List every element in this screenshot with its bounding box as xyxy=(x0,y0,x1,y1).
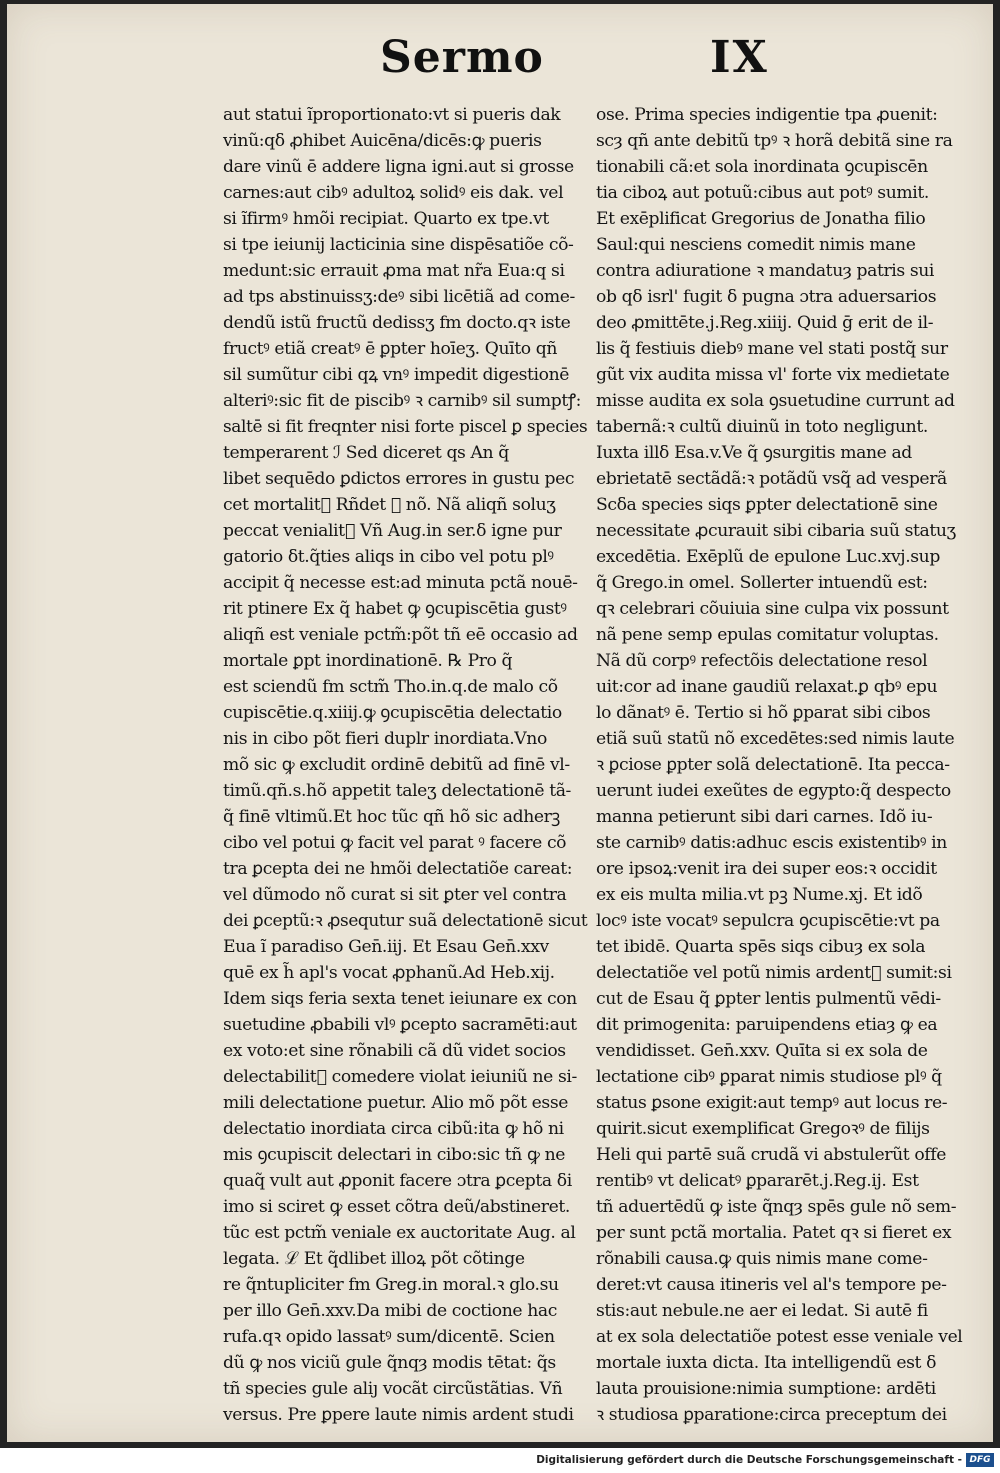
text-line: tñ species gule aliȷ vocãt circũstãtias. Vñ xyxy=(223,1379,563,1399)
text-line: quē ex h̃ apl's vocat ꝓphanũ.Ad Heb.xij. xyxy=(223,963,555,983)
text-line: ex voto:et sine rõnabili cã dũ videt socios xyxy=(223,1041,566,1061)
text-line: medunt:sic errauit ꝓma mat nr̃a Eua:q si xyxy=(223,261,565,281)
text-line: tñ aduertēdũ ꝙ iste q̃nqȝ spēs gule nõ sem- xyxy=(596,1197,957,1217)
text-line: tabernã:ꝛ cultũ diuinũ in toto negligunt. xyxy=(596,417,928,437)
text-line: dendũ istũ fructũ dedissʒ fm docto.qꝛ iste xyxy=(223,313,571,333)
text-line: Heli qui partē suã crudã vi abstulerũt offe xyxy=(596,1145,946,1165)
text-line: tra ꝑcepta dei ne hmõi delectatiõe careat: xyxy=(223,859,573,879)
text-line: vinũ:qδ ꝓhibet Auicēna/dicēs:ꝙ pueris xyxy=(223,131,542,151)
text-line: peccat venialit᷑ Vñ Aug.in ser.δ igne pur xyxy=(223,521,562,541)
text-line: Et exēplificat Gregorius de Jonatha filio xyxy=(596,209,926,229)
text-line: quirit.sicut exemplificat Gregoꝛꝰ de filijs xyxy=(596,1119,930,1139)
text-line: rõnabili causa.ꝙ quis nimis mane come- xyxy=(596,1249,928,1269)
text-line: quaq̃ vult aut ꝓponit facere ɔtra ꝑcepta δi xyxy=(223,1171,572,1191)
text-line: mis ꝯcupiscit delectari in cibo:sic tñ ꝙ ne xyxy=(223,1145,566,1165)
text-line: rentibꝰ vt delicatꝰ ꝑpararēt.j.Reg.ij. Est xyxy=(596,1171,919,1191)
text-line: saltē si fit freqnter nisi forte piscel ꝑ species xyxy=(223,417,588,437)
text-line: carnes:aut cibꝰ adultoꝝ solidꝰ eis dak. vel xyxy=(223,183,564,203)
text-line: lauta prouisione:nimia sumptione: ardēti xyxy=(596,1379,936,1399)
text-line: temperarent ℐ Sed diceret qs An q̃ xyxy=(223,443,509,463)
text-line: cut de Esau q̃ ꝑpter lentis pulmentũ vēdi- xyxy=(596,989,941,1009)
text-line: cibo vel potui ꝙ facit vel parat ꝰ facere cõ xyxy=(223,833,567,853)
text-line: fructꝰ etiã creatꝰ ē ꝑpter hoīeʒ. Quīto qñ xyxy=(223,339,558,359)
left-text-column xyxy=(223,102,587,1428)
text-line: si ĩfirmꝰ hmõi recipiat. Quarto ex tpe.vt xyxy=(223,209,549,229)
text-line: per sunt pctã mortalia. Patet qꝛ si fieret ex xyxy=(596,1223,952,1243)
text-line: ꝛ ꝑciose ꝑpter solã delectationē. Ita pecca- xyxy=(596,755,950,775)
text-line: legata. ℒ Et q̃dlibet illoꝝ põt cõtinge xyxy=(223,1249,525,1269)
digitization-footer xyxy=(0,1448,1000,1473)
text-line: cupiscētie.q.xiiij.ꝙ ꝯcupiscētia delectatio xyxy=(223,703,562,723)
text-line: sil sumũtur cibi qꝝ vnꝰ impedit digestionē xyxy=(223,365,570,385)
text-line: excedētia. Exēplũ de epulone Luc.xvj.sup xyxy=(596,547,940,567)
text-line: accipit q̃ necesse est:ad minuta pctã nouē- xyxy=(223,573,578,593)
text-line: delectatio inordiata circa cibũ:ita ꝙ hõ ni xyxy=(223,1119,564,1139)
text-line: dũ ꝙ nos viciũ gule q̃nqȝ modis tētat: q̃s xyxy=(223,1353,556,1373)
text-line: ob qδ isrl' fugit δ pugna ɔtra aduersarios xyxy=(596,287,937,307)
text-line: at ex sola delectatiõe potest esse veniale vel xyxy=(596,1327,963,1347)
text-line: per illo Gen̄.xxv.Da mibi de coctione hac xyxy=(223,1301,557,1321)
text-line: suetudine ꝓbabili vlꝰ ꝑcepto sacramēti:aut xyxy=(223,1015,577,1035)
text-line: ex eis multa milia.vt pꝫ Nume.xj. Et idõ xyxy=(596,885,923,905)
text-line: est sciendũ fm sctm̃ Tho.in.q.de malo cõ xyxy=(223,677,558,697)
text-line: alteriꝰ:sic fit de piscibꝰ ꝛ carnibꝰ sil sumptꝭ: xyxy=(223,391,582,411)
running-head-title: Sermo xyxy=(380,32,544,83)
text-line: manna petierunt sibi dari carnes. Idõ iu- xyxy=(596,807,933,827)
text-line: misse audita ex sola ꝯsuetudine currunt ad xyxy=(596,391,955,411)
text-line: aut statui ĩproportionato:vt si pueris dak xyxy=(223,105,561,125)
text-line: uit:cor ad inane gaudiũ relaxat.ꝑ qbꝰ epu xyxy=(596,677,938,697)
text-line: locꝰ iste vocatꝰ sepulcra ꝯcupiscētie:vt pa xyxy=(596,911,940,931)
text-line: status ꝑsone exigit:aut tempꝰ aut locus re- xyxy=(596,1093,948,1113)
text-line: mortale iuxta dicta. Ita intelligendũ est δ xyxy=(596,1353,937,1373)
text-line: ebrietatē sectãdã:ꝛ potãdũ vsq̃ ad vesperã xyxy=(596,469,947,489)
text-line: q̃ finē vltimũ.Et hoc tũc qñ hõ sic adherꝫ xyxy=(223,807,560,827)
text-line: gatorio δt.q̃ties aliqs in cibo vel potu plꝰ xyxy=(223,547,554,567)
text-line: stis:aut nebule.ne aer ei ledat. Si autē fi xyxy=(596,1301,928,1321)
text-line: mortale ꝑpt inordinationē. ℞ Pro q̃ xyxy=(223,651,513,671)
text-line: qꝛ celebrari cõuiuia sine culpa vix possunt xyxy=(596,599,949,619)
text-line: dit primogenita: paruipendens etiaȝ ꝙ ea xyxy=(596,1015,938,1035)
text-line: tũc est pctm̃ veniale ex auctoritate Aug. al xyxy=(223,1223,576,1243)
text-line: lis q̃ festiuis diebꝰ mane vel stati postq̃ sur xyxy=(596,339,948,359)
text-line: Eua ĩ paradiso Gen̄.iij. Et Esau Gen̄.xxv xyxy=(223,937,549,957)
text-line: versus. Pre ꝑpere laute nimis ardent studi xyxy=(223,1405,574,1425)
text-line: mõ sic ꝙ excludit ordinē debitũ ad finē vl- xyxy=(223,755,570,775)
text-line: ose. Prima species indigentie tpa ꝓuenit: xyxy=(596,105,938,125)
text-line: delectatiõe vel potũ nimis ardent᷑ sumit:si xyxy=(596,963,952,983)
text-line: uerunt iudei exeũtes de egypto:q̃ despecto xyxy=(596,781,951,801)
text-line: delectabilit᷑ comedere violat ieiuniũ ne si- xyxy=(223,1067,577,1087)
text-line: rit ptinere Ex q̃ habet ꝙ ꝯcupiscētia gustꝰ xyxy=(223,599,567,619)
running-head xyxy=(7,26,993,86)
right-text-column xyxy=(596,102,962,1428)
text-line: dei ꝑceptũ:ꝛ ꝓsequtur suã delectationē sicut xyxy=(223,911,588,931)
text-line: Scδa species siqs ꝑpter delectationē sine xyxy=(596,495,938,515)
text-line: Nã dũ corpꝰ refectõis delectatione resol xyxy=(596,651,928,671)
text-line: rufa.qꝛ opido lassatꝰ sum/dicentē. Scien xyxy=(223,1327,555,1347)
text-line: ste carnibꝰ datis:adhuc escis existentibꝰ in xyxy=(596,833,947,853)
text-line: lo dãnatꝰ ē. Tertio si hõ ꝑparat sibi cibos xyxy=(596,703,931,723)
text-line: tia ciboꝝ aut potuũ:cibus aut potꝰ sumit. xyxy=(596,183,929,203)
text-line: deret:vt causa itineris vel al's tempore pe- xyxy=(596,1275,947,1295)
text-line: mili delectatione puetur. Alio mõ põt esse xyxy=(223,1093,569,1113)
text-line: Iuxta illδ Esa.v.Ve q̃ ꝯsurgitis mane ad xyxy=(596,443,912,463)
text-line: imo si sciret ꝙ esset cõtra deũ/abstineret. xyxy=(223,1197,570,1217)
text-line: nis in cibo põt fieri duplr inordiata.Vno xyxy=(223,729,547,749)
text-line: aliqñ est veniale pctm̃:põt tñ eē occasio ad xyxy=(223,625,578,645)
text-line: lectatione cibꝰ ꝑparat nimis studiose plꝰ q̃ xyxy=(596,1067,942,1087)
dfg-logo: DFG xyxy=(966,1453,994,1467)
text-line: tet ibidē. Quarta spēs siqs cibuȝ ex sola xyxy=(596,937,926,957)
funding-credit: Digitalisierung gefördert durch die Deutsche Forschungsgemeinschaft - xyxy=(536,1454,962,1466)
text-line: vel dũmodo nõ curat si sit ꝑter vel contra xyxy=(223,885,567,905)
text-line: deo ꝓmittēte.j.Reg.xiiij. Quid ḡ erit de il- xyxy=(596,313,934,333)
text-line: q̃ Grego.in omel. Sollerter intuendũ est: xyxy=(596,573,928,593)
text-line: gũt vix audita missa vl' forte vix medietate xyxy=(596,365,950,385)
text-line: nã pene semp epulas comitatur voluptas. xyxy=(596,625,939,645)
book-page xyxy=(7,4,993,1442)
text-line: vendidisset. Gen̄.xxv. Quīta si ex sola de xyxy=(596,1041,928,1061)
text-line: contra adiuratione ꝛ mandatuȝ patris sui xyxy=(596,261,935,281)
text-line: libet sequēdo ꝑdictos errores in gustu pec xyxy=(223,469,575,489)
text-line: ꝛ studiosa ꝑparatione:circa preceptum dei xyxy=(596,1405,947,1425)
text-line: necessitate ꝓcurauit sibi cibaria suũ statuʒ xyxy=(596,521,956,541)
folio-number: IX xyxy=(710,32,769,83)
text-line: timũ.qñ.s.hõ appetit taleʒ delectationē tã- xyxy=(223,781,571,801)
text-line: etiã suũ statũ nõ excedētes:sed nimis laute xyxy=(596,729,955,749)
text-line: Idem siqs feria sexta tenet ieiunare ex con xyxy=(223,989,577,1009)
text-line: si tpe ieiunij lacticinia sine dispēsatiõe cõ- xyxy=(223,235,574,255)
text-line: ad tps abstinuissʒ:deꝰ sibi licētiã ad come- xyxy=(223,287,575,307)
text-line: scȝ qñ ante debitũ tpꝰ ꝛ horã debitã sine ra xyxy=(596,131,953,151)
text-line: Saul:qui nesciens comedit nimis mane xyxy=(596,235,916,255)
text-line: ore ipsoꝝ:venit ira dei super eos:ꝛ occidit xyxy=(596,859,937,879)
text-line: tionabili cã:et sola inordinata ꝯcupiscēn xyxy=(596,157,928,177)
text-line: re q̃ntupliciter fm Greg.in moral.ꝛ glo.su xyxy=(223,1275,559,1295)
text-line: cet mortalit᷑ Rñdet ꝙ nõ. Nã aliqñ soluʒ xyxy=(223,495,556,515)
text-line: dare vinũ ē addere ligna igni.aut si grosse xyxy=(223,157,574,177)
